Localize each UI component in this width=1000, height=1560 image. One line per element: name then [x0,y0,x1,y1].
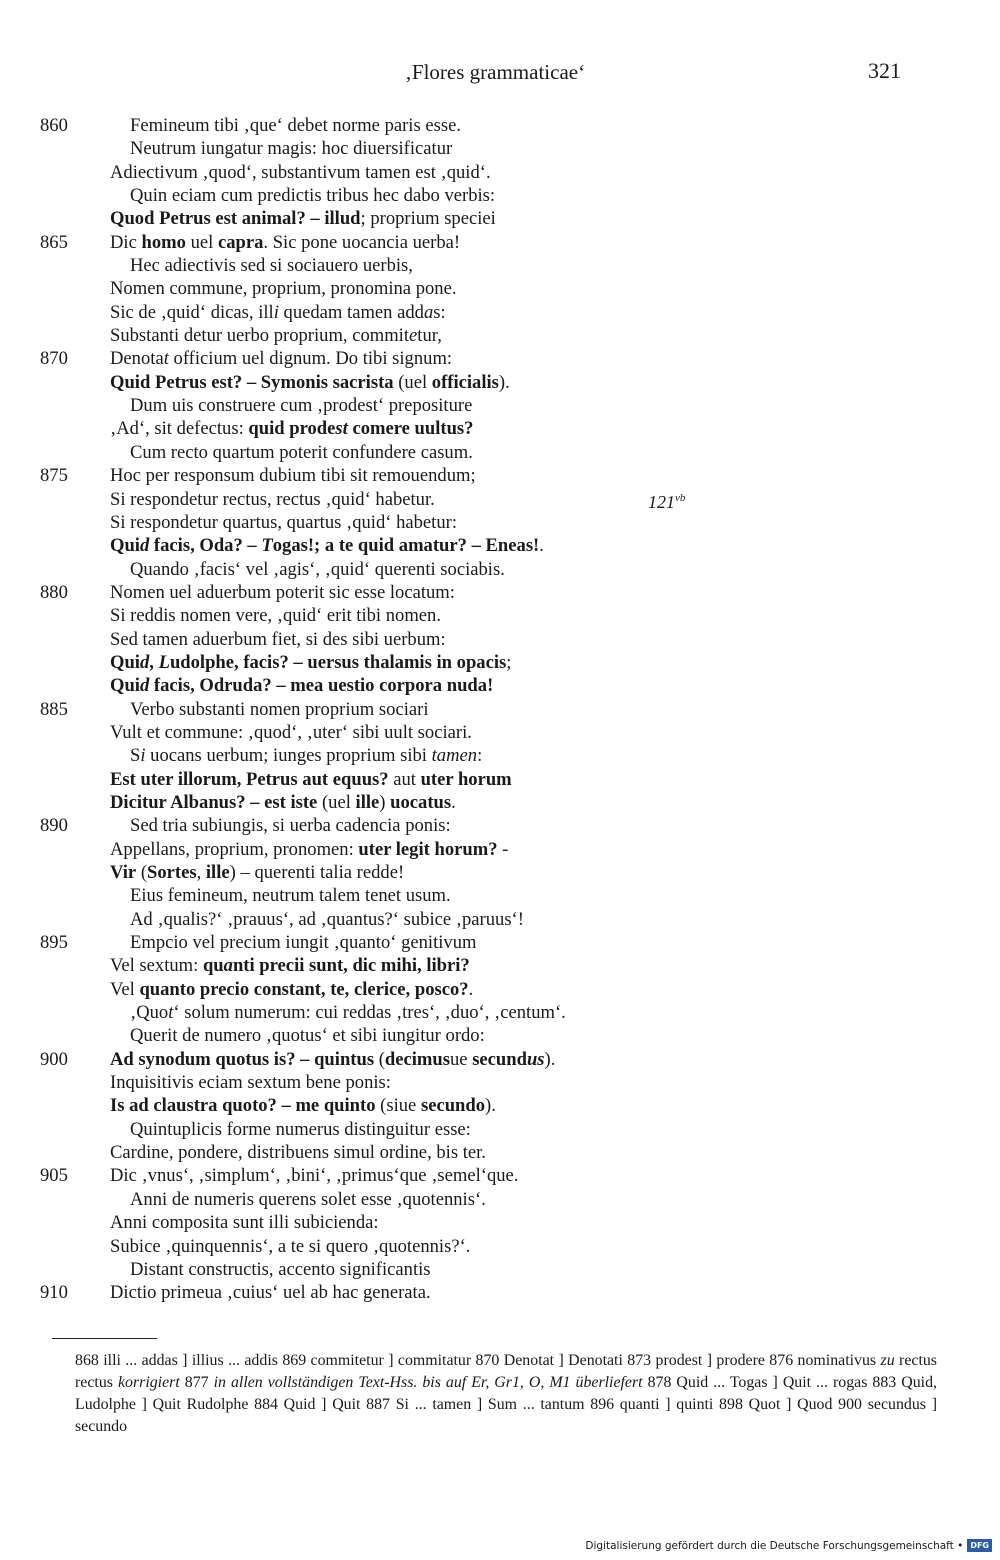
verse-line [0,137,1000,160]
verse-line [0,277,1000,300]
verse-line [0,1141,1000,1164]
verse-line [0,978,1000,1001]
verse-line-text: Is ad claustra quoto? – me quinto (siue secundo). [110,1095,496,1117]
verse-line-text: Nomen uel aduerbum poterit sic esse locatum: [110,581,455,603]
verse-line [0,581,1000,604]
verse-line [0,254,1000,277]
verse-line-text: Dicitur Albanus? – est iste (uel ille) uocatus. [110,791,456,813]
verse-line [0,721,1000,744]
footnote-divider [52,1338,157,1339]
verse-line-text: Distant constructis, accento significantis [130,1258,431,1280]
verse-line [0,1048,1000,1071]
verse-line-text: Vel quanto precio constant, te, clerice, posco?. [110,978,474,1000]
verse-line [0,814,1000,837]
verse-line [0,534,1000,557]
verse-line-text: Si respondetur quartus, quartus ‚quid‘ habetur: [110,511,458,533]
verse-line-text: Denotat officium uel dignum. Do tibi signum: [110,348,453,370]
verse-line-text: Adiectivum ‚quod‘, substantivum tamen est ‚quid‘. [110,161,491,183]
verse-line [0,1211,1000,1234]
verse-line-text: Si respondetur rectus, rectus ‚quid‘ habetur. [110,488,435,510]
verse-line [0,417,1000,440]
verse-line-number: 870 [40,348,68,370]
verse-line [0,511,1000,534]
dfg-logo: DFG [967,1539,992,1552]
verse-line [0,301,1000,324]
verse-line-text: Si reddis nomen vere, ‚quid‘ erit tibi nomen. [110,605,442,627]
verse-line-number: 880 [40,581,68,603]
verse-line [0,1024,1000,1047]
verse-line [0,744,1000,767]
verse-line-text: Hoc per responsum dubium tibi sit remouendum; [110,465,476,487]
verse-line [0,604,1000,627]
verse-line-text: Femineum tibi ‚que‘ debet norme paris esse. [130,115,461,136]
verse-line-text: Dum uis construere cum ‚prodest‘ prepositure [130,395,473,417]
verse-line [0,114,1000,137]
verse-line [0,184,1000,207]
verse-line-text: Sic de ‚quid‘ dicas, illi quedam tamen addas: [110,301,446,323]
verse-line-text: Dic homo uel capra. Sic pone uocancia uerba! [110,231,461,253]
running-header-title: ‚Flores grammaticae‘ [404,60,586,84]
verse-line-text: Appellans, proprium, pronomen: uter legit horum? - [110,838,509,860]
verse-line-number: 860 [40,115,68,136]
verse-line [0,954,1000,977]
verse-line-number: 890 [40,815,68,837]
verse-line-text: Quid, Ludolphe, facis? – uersus thalamis in opacis; [110,651,512,673]
verse-line-text: ‚Quot‘ solum numerum: cui reddas ‚tres‘, ‚duo‘, ‚centum‘. [130,1002,566,1024]
verse-line [0,698,1000,721]
verse-line-text: Vir (Sortes, ille) – querenti talia redde! [110,862,405,883]
verse-line-text: Quando ‚facis‘ vel ‚agis‘, ‚quid‘ querenti sociabis. [130,558,505,580]
folio-side: vb [675,492,686,504]
verse-line-number: 865 [40,231,68,253]
verse-line-text: Verbo substanti nomen proprium sociari [130,698,429,720]
verse-line [0,884,1000,907]
verse-line [0,628,1000,651]
verse-line-text: Nomen commune, proprium, pronomina pone. [110,278,457,300]
verse-line-number: 895 [40,932,68,954]
verse-line-text: Quid facis, Odruda? – mea uestio corpora nuda! [110,675,494,697]
verse-line [0,838,1000,861]
verse-line [0,791,1000,814]
verse-line-text: Quid facis, Oda? – Togas!; a te quid amatur? – Eneas!. [110,535,544,557]
footnotes: 868 illi ... addas ] illius ... addis 869 commitetur ] commitatur 870 Denotat ] Denotati 873 prodest ] prodere 876 nominativus zu rectus rectus korrigiert 877 in allen vollständigen Text-Hss. bis auf Er, Gr1, O, M1 überliefert 878 Quid ... Togas ] Quit ... rogas 883 Quid, Ludolphe ] Quit Rudolphe 884 Quid ] Quit 887 Si ... tamen ] Sum ... tantum 896 quanti ] quinti 898 Quot ] Quod 900 secundus ] secundo [75,1352,938,1435]
verse-line [0,207,1000,230]
verse-line [0,1118,1000,1141]
verse-line-text: Inquisitivis eciam sextum bene ponis: [110,1072,391,1094]
verse-line-text: Substanti detur uerbo proprium, commitetur, [110,325,442,347]
verse-line [0,1281,1000,1304]
verse-line [0,324,1000,347]
verse-line [0,371,1000,394]
verse-line [0,161,1000,184]
credit-text: Digitalisierung gefördert durch die Deutsche Forschungsgemeinschaft • [585,1539,964,1552]
verse-line-text: Vel sextum: quanti precii sunt, dic mihi, libri? [110,955,470,977]
verse-line [0,488,1000,511]
verse-line-text: Quid Petrus est? – Symonis sacrista (uel officialis). [110,371,510,393]
verse-line-text: Sed tamen aduerbum fiet, si des sibi uerbum: [110,628,446,650]
page-number: 321 [868,58,901,83]
folio-number: 121 [648,492,675,512]
verse-line-text: Vult et commune: ‚quod‘, ‚uter‘ sibi uult sociari. [110,721,472,743]
verse-line-text: Quintuplicis forme numerus distinguitur esse: [130,1118,471,1140]
verse-line-number: 905 [40,1165,68,1187]
verse-line-text: Sed tria subiungis, si uerba cadencia ponis: [130,815,451,837]
verse-line [0,651,1000,674]
verse-line-text: Est uter illorum, Petrus aut equus? aut uter horum [110,768,512,790]
verse-line-text: Hec adiectivis sed si sociauero uerbis, [130,255,413,277]
verse-line [0,1235,1000,1258]
verse-line [0,674,1000,697]
verse-line-text: Cardine, pondere, distribuens simul ordine, bis ter. [110,1142,486,1164]
verse-line [0,441,1000,464]
verse-line-text: Subice ‚quinquennis‘, a te si quero ‚quotennis?‘. [110,1235,471,1257]
verse-line [0,931,1000,954]
verse-line [0,1001,1000,1024]
verse-line-text: Neutrum iungatur magis: hoc diuersificatur [130,138,453,160]
verse-line-text: Empcio vel precium iungit ‚quanto‘ genitivum [130,932,477,954]
verse-line-text: Cum recto quartum poterit confundere casum. [130,441,473,463]
verse-line [0,1094,1000,1117]
verse-line [0,394,1000,417]
verse-line-text: Ad synodum quotus is? – quintus (decimusue secundus). [110,1048,556,1070]
verse-text [0,114,1000,1305]
verse-line-text: Si uocans uerbum; iunges proprium sibi tamen: [130,745,483,767]
verse-line-text: Ad ‚qualis?‘ ‚prauus‘, ad ‚quantus?‘ subice ‚paruus‘! [130,908,524,930]
verse-line-text: Dic ‚vnus‘, ‚simplum‘, ‚bini‘, ‚primus‘que ‚semel‘que. [110,1165,519,1187]
verse-line-text: Eius femineum, neutrum talem tenet usum. [130,885,451,907]
verse-line [0,861,1000,884]
verse-line-text: Anni de numeris querens solet esse ‚quotennis‘. [130,1188,486,1210]
verse-line [0,908,1000,931]
verse-line-number: 875 [40,465,68,487]
verse-line [0,558,1000,581]
verse-line-text: Quin eciam cum predictis tribus hec dabo verbis: [130,185,496,207]
verse-line [0,1071,1000,1094]
verse-line [0,464,1000,487]
verse-line-number: 885 [40,698,68,720]
verse-line-number: 910 [40,1282,68,1304]
digitization-credit [585,1539,992,1552]
verse-line-number: 900 [40,1048,68,1070]
verse-line-text: Anni composita sunt illi subicienda: [110,1212,379,1234]
verse-line-text: Dictio primeua ‚cuius‘ uel ab hac generata. [110,1282,431,1304]
verse-line [0,347,1000,370]
verse-line [0,1164,1000,1187]
verse-line [0,1258,1000,1281]
verse-line-text: ‚Ad‘, sit defectus: quid prodest comere uultus? [110,418,474,440]
verse-line [0,1188,1000,1211]
verse-line-text: Querit de numero ‚quotus‘ et sibi iungitur ordo: [130,1025,485,1047]
verse-line-text: Quod Petrus est animal? – illud; proprium speciei [110,208,496,230]
verse-line [0,231,1000,254]
folio-marker [648,492,685,513]
verse-line [0,768,1000,791]
